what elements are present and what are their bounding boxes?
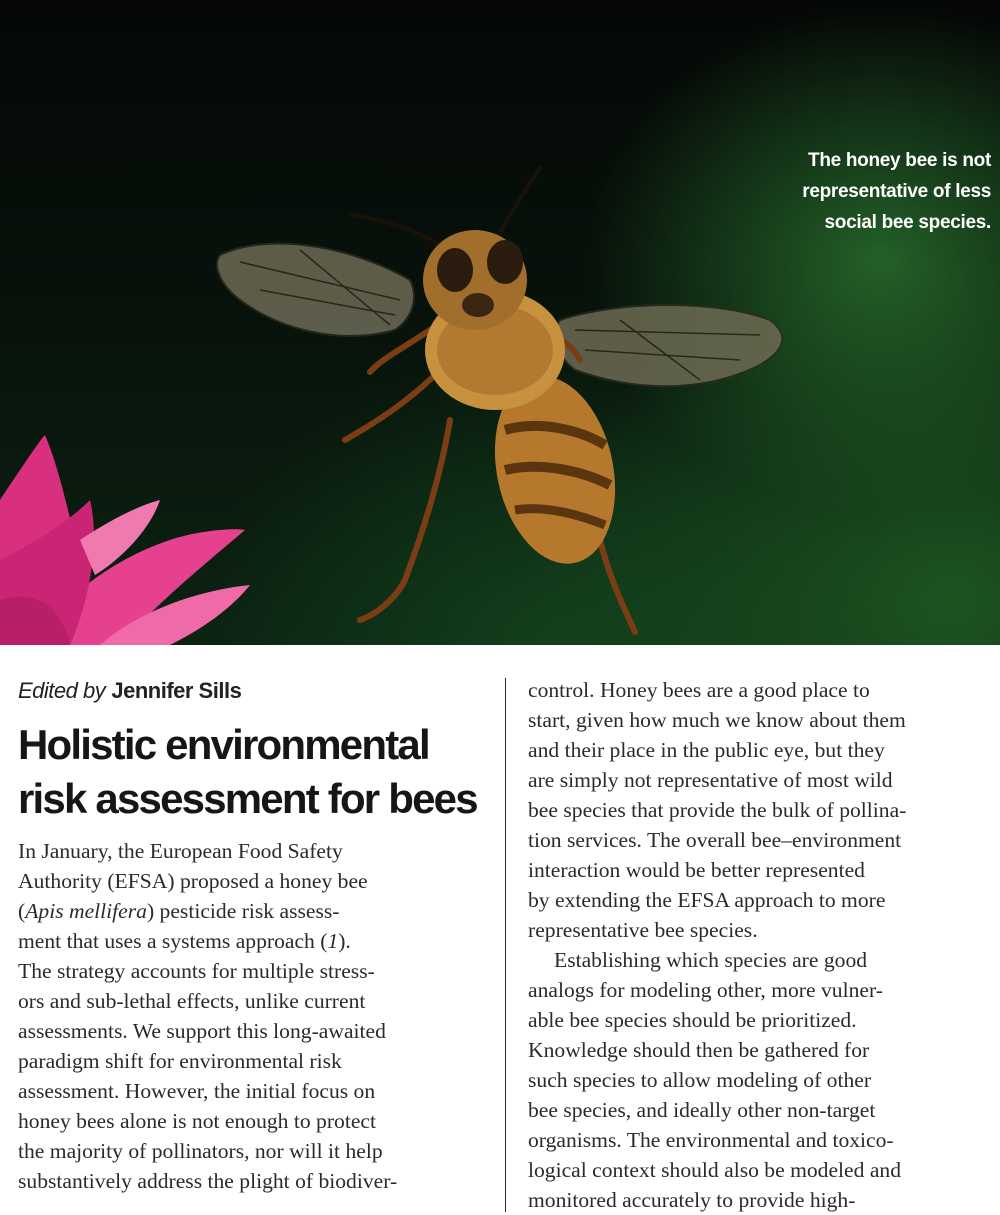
species-name: Apis mellifera [25, 899, 147, 923]
text-line: the majority of pollinators, nor will it help [18, 1139, 383, 1163]
left-column [18, 668, 488, 1196]
photo-caption [731, 145, 991, 238]
text-line: Authority (EFSA) proposed a honey bee [18, 869, 368, 893]
column-divider [505, 678, 506, 1212]
text-line: and their place in the public eye, but they [528, 738, 885, 762]
right-body-text [528, 675, 998, 1215]
text-line [18, 926, 488, 956]
text-line: logical context should also be modeled and [528, 1158, 901, 1182]
text-fragment: ( [18, 899, 26, 923]
text-line: paradigm shift for environmental risk [18, 1049, 342, 1073]
bee-body [423, 230, 631, 575]
text-line [18, 896, 488, 926]
text-line: assessment. However, the initial focus on [18, 1079, 376, 1103]
caption-line: The honey bee is not [808, 150, 991, 171]
text-line: control. Honey bees are a good place to [528, 678, 870, 702]
text-fragment: ) pesticide risk assess- [146, 899, 340, 923]
pink-flower [0, 435, 250, 645]
headline-line: Holistic environmental [18, 721, 429, 768]
editor-name: Jennifer Sills [111, 678, 242, 703]
text-line: bee species that provide the bulk of pollina- [528, 798, 907, 822]
text-line: start, given how much we know about them [528, 708, 906, 732]
text-line: organisms. The environmental and toxico- [528, 1128, 894, 1152]
text-line: by extending the EFSA approach to more [528, 888, 886, 912]
caption-line: social bee species. [824, 212, 991, 233]
right-column [528, 668, 998, 1215]
text-fragment: ment that uses a systems approach ( [18, 929, 328, 953]
byline [18, 676, 488, 706]
text-line: Establishing which species are good [554, 948, 868, 972]
byline-label: Edited by [18, 678, 106, 703]
text-line: are simply not representative of most wild [528, 768, 893, 792]
left-body-text [18, 836, 488, 1196]
text-fragment: ). [338, 929, 351, 953]
article-headline [18, 718, 488, 826]
text-line: such species to allow modeling of other [528, 1068, 872, 1092]
text-line: analogs for modeling other, more vulner- [528, 978, 883, 1002]
reference-number: 1 [327, 929, 339, 953]
text-line: substantively address the plight of biodiver- [18, 1169, 398, 1193]
text-line: tion services. The overall bee–environment [528, 828, 902, 852]
text-line: representative bee species. [528, 918, 758, 942]
text-line: able bee species should be prioritized. [528, 1008, 857, 1032]
text-line: In January, the European Food Safety [18, 839, 343, 863]
text-line: ors and sub-lethal effects, unlike current [18, 989, 366, 1013]
text-line: The strategy accounts for multiple stress- [18, 959, 375, 983]
headline-line: risk assessment for bees [18, 775, 477, 822]
text-line: Knowledge should then be gathered for [528, 1038, 870, 1062]
text-line: assessments. We support this long-awaited [18, 1019, 386, 1043]
text-line: bee species, and ideally other non-target [528, 1098, 876, 1122]
text-line: interaction would be better represented [528, 858, 865, 882]
caption-line: representative of less [802, 181, 991, 202]
text-line: monitored accurately to provide high- [528, 1188, 856, 1212]
text-line: honey bees alone is not enough to protect [18, 1109, 377, 1133]
